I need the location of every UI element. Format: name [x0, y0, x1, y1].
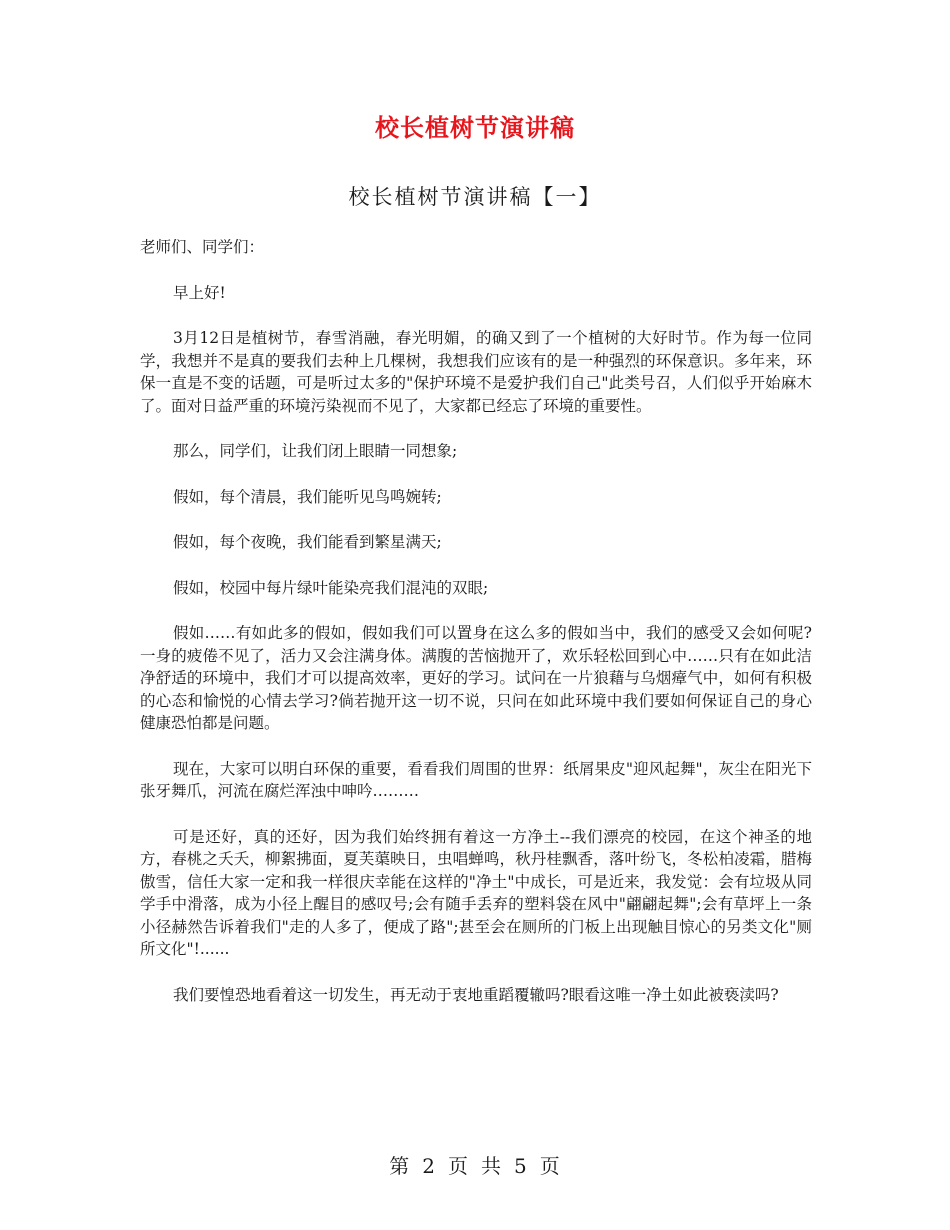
page-label-suffix: 页	[539, 1154, 561, 1178]
paragraph: 3月12日是植树节，春雪消融，春光明媚，的确又到了一个植树的大好时节。作为每一位同学，我想并不是真的要我们去种上几棵树，我想我们应该有的是一种强烈的环保意识。多年来，环保一直是不变的话题，可是听过太多的"保护环境不是爱护我们自己"此类号召，人们似乎开始麻木了。面对日益严重的环境污染视而不见了，大家都已经忘了环境的重要性。	[140, 329, 812, 415]
paragraph: 那么，同学们，让我们闭上眼睛一同想象;	[173, 442, 458, 460]
paragraph: 假如，校园中每片绿叶能染亮我们混沌的双眼;	[173, 578, 489, 597]
page-label-mid: 页	[448, 1154, 469, 1178]
document-title: 校长植树节演讲稿	[375, 114, 575, 142]
document-subtitle: 校长植树节演讲稿【一】	[348, 185, 602, 209]
current-page-number: 2	[422, 1154, 436, 1178]
document-body	[140, 236, 812, 1029]
paragraph: 早上好!	[173, 283, 226, 302]
paragraph: 假如……有如此多的假如，假如我们可以置身在这么多的假如当中，我们的感受又会如何呢?一身的疲倦不见了，活力又会注满身体。满腹的苦恼抛开了，欢乐轻松回到心中……只有在如此洁净舒适的环境中，我们才可以提高效率，更好的学习。试问在一片狼藉与乌烟瘴气中，如何有积极的心态和愉悦的心情去学习?倘若抛开这一切不说，只问在如此环境中我们要如何保证自己的身心健康恐怕都是问题。	[140, 624, 812, 732]
total-label: 共	[481, 1154, 502, 1178]
total-page-number: 5	[514, 1154, 528, 1178]
paragraph: 现在，大家可以明白环保的重要，看看我们周围的世界：纸屑果皮"迎风起舞"，灰尘在阳光下张牙舞爪，河流在腐烂浑浊中呻吟………	[140, 759, 812, 800]
paragraph: 可是还好，真的还好，因为我们始终拥有着这一方净土--我们漂亮的校园，在这个神圣的地方，春桃之夭夭，柳絮拂面，夏芙蕖映日，虫唱蝉鸣，秋丹桂飘香，落叶纷飞，冬松柏凌霜，腊梅傲雪，信任大家一定和我一样很庆幸能在这样的"净土"中成长，可是近来，我发觉：会有垃圾从同学手中滑落，成为小径上醒目的感叹号;会有随手丢弃的塑料袋在风中"翩翩起舞";会有草坪上一条小径赫然告诉着我们"走的人多了，便成了路";甚至会在厕所的门板上出现触目惊心的另类文化"厕所文化"!......	[140, 827, 812, 958]
paragraph: 假如，每个夜晚，我们能看到繁星满天;	[173, 533, 442, 551]
paragraph: 我们要惶恐地看着这一切发生，再无动于衷地重蹈覆辙吗?眼看这唯一净土如此被亵渎吗?	[173, 985, 779, 1004]
paragraph: 假如，每个清晨，我们能听见鸟鸣婉转;	[173, 487, 442, 506]
page-label-prefix: 第	[389, 1154, 411, 1178]
page-number-footer	[0, 1150, 950, 1179]
salutation: 老师们、同学们：	[140, 238, 265, 256]
